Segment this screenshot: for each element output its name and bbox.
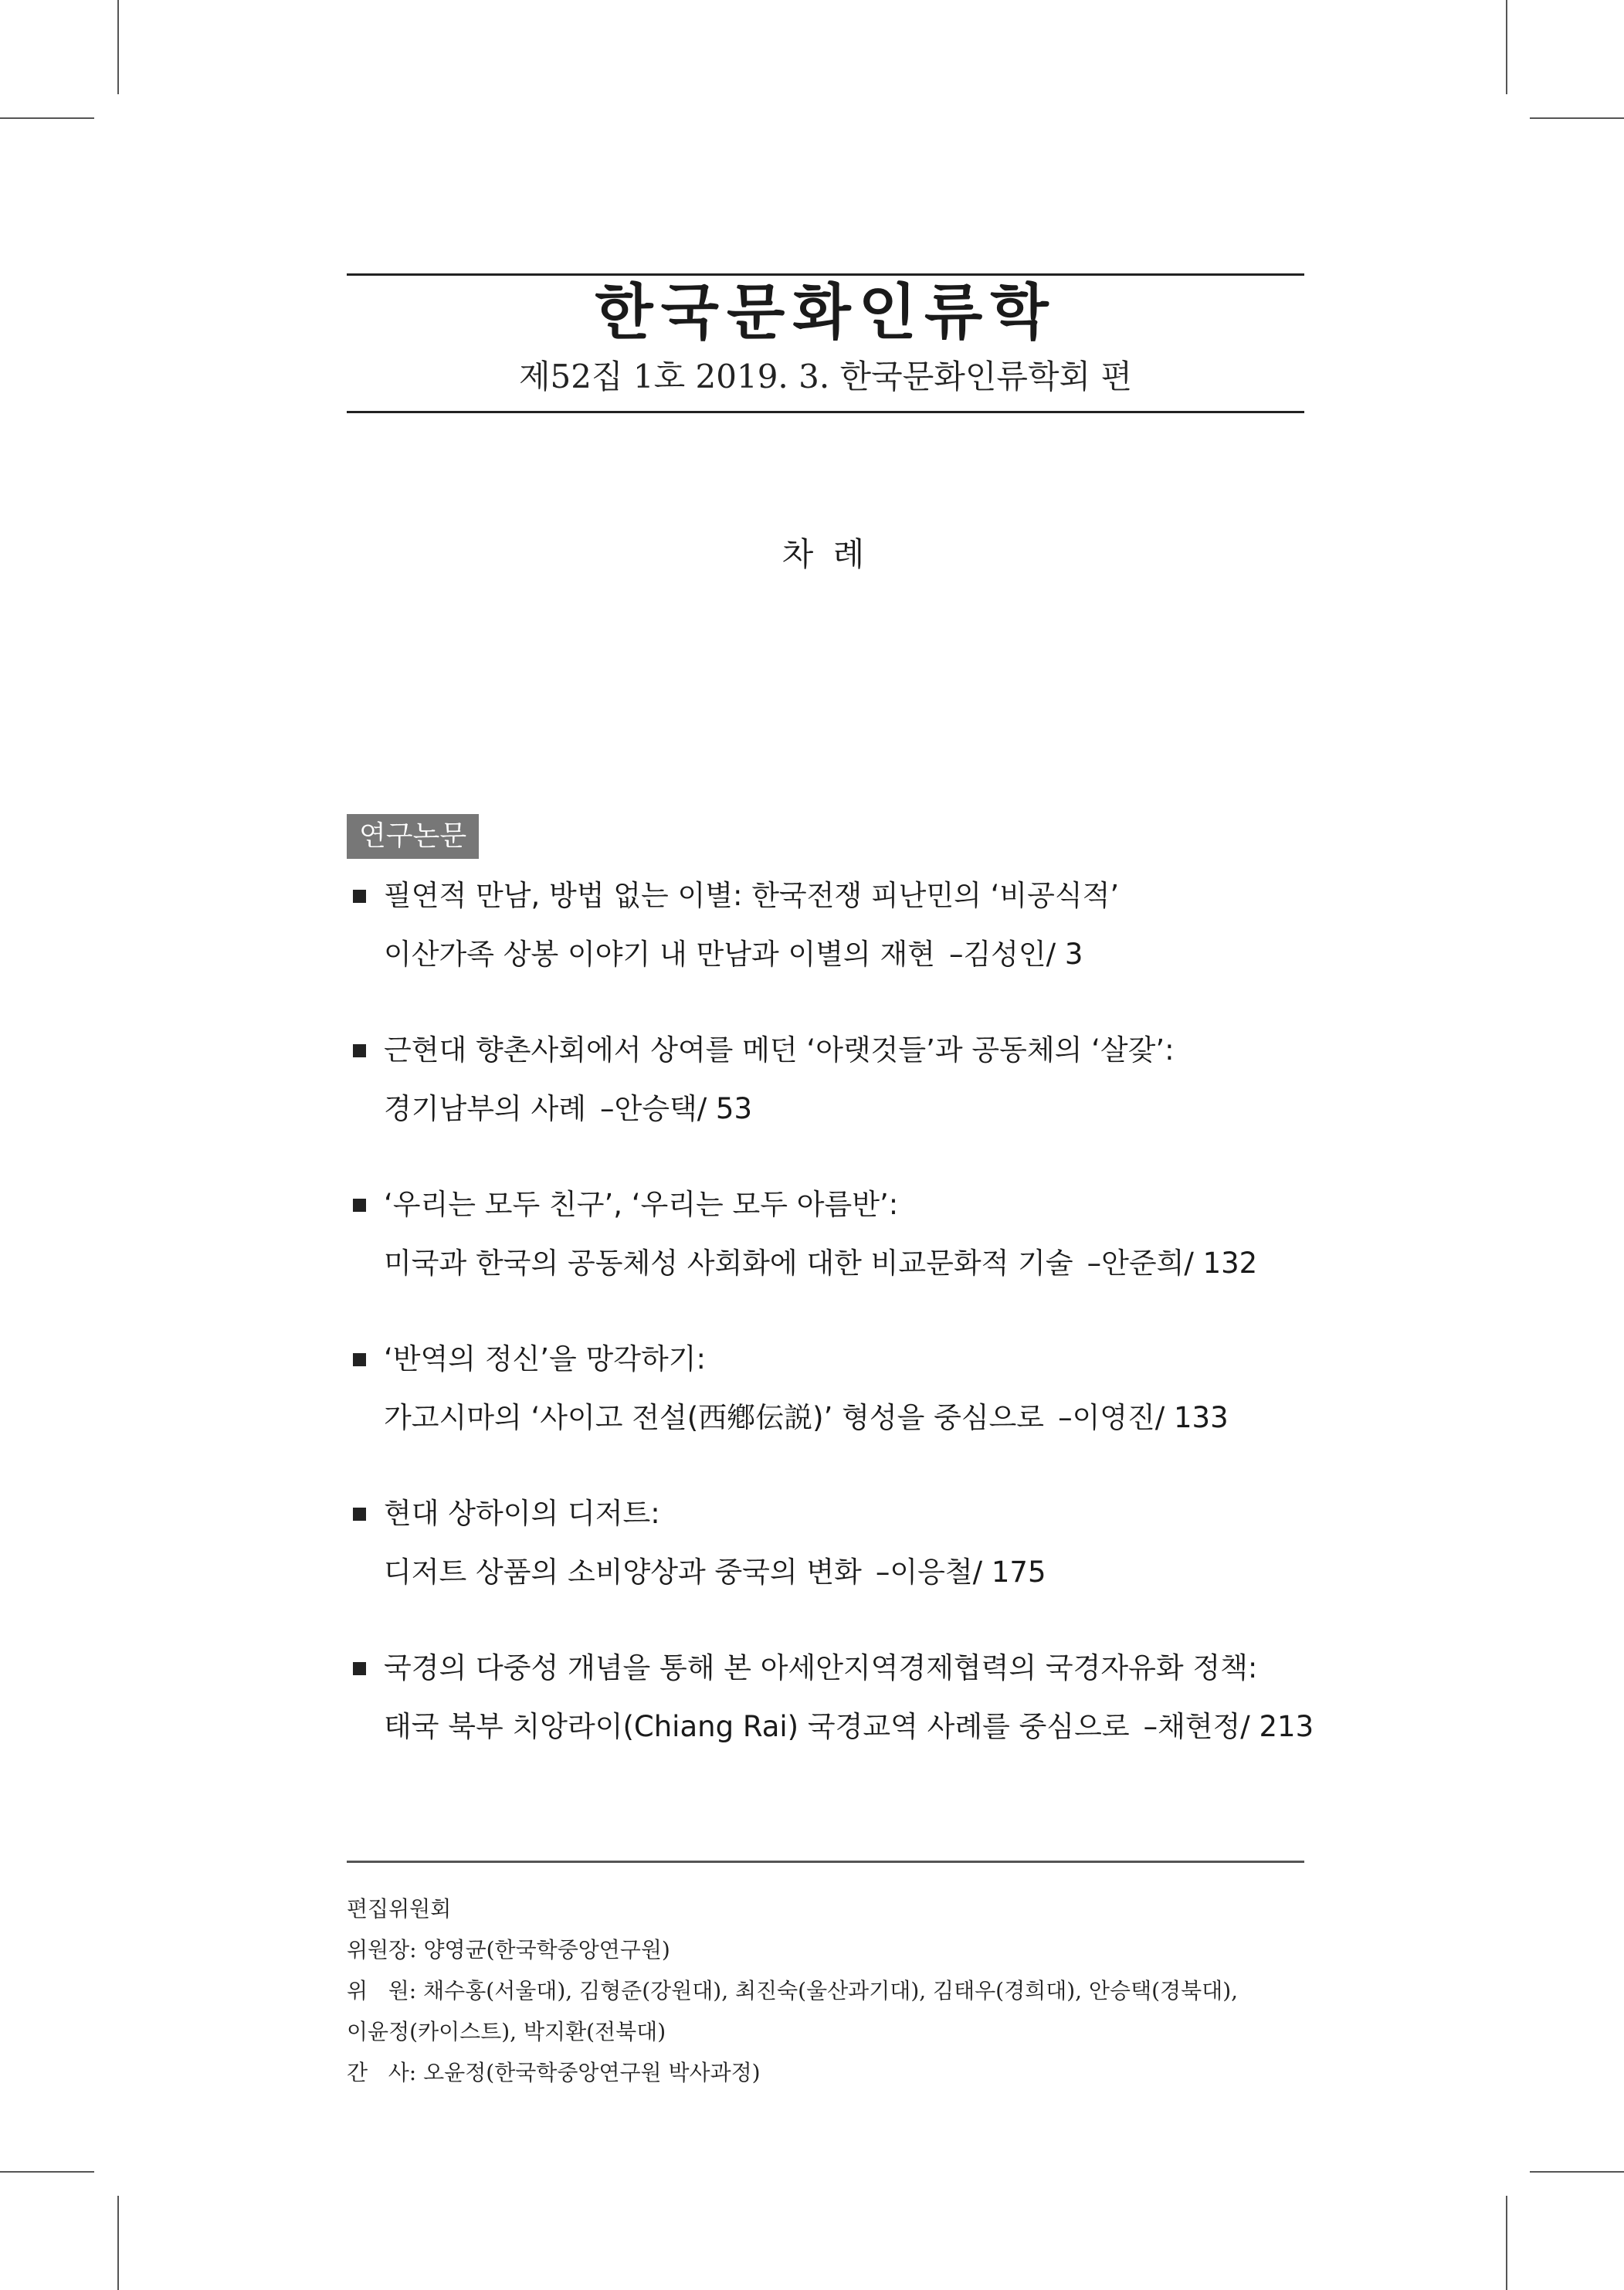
entry-subtitle: 미국과 한국의 공동체성 사회화에 대한 비교문화적 기술 <box>384 1247 1073 1280</box>
editorial-board <box>347 1888 1320 2093</box>
entry-subtitle-line <box>384 1243 1257 1284</box>
square-bullet-icon <box>353 1662 366 1675</box>
entry-subtitle: 태국 북부 치앙라이(Chiang Rai) 국경교역 사례를 중심으로 <box>384 1710 1130 1743</box>
journal-issue-info: 제52집 1호 2019. 3. 한국문화인류학회 편 <box>518 358 1133 395</box>
crop-mark <box>117 2196 119 2290</box>
toc-entry[interactable] <box>347 1641 1351 1796</box>
entry-subtitle-line <box>384 1397 1229 1439</box>
entry-subtitle-line <box>384 934 1083 975</box>
square-bullet-icon <box>353 1199 366 1212</box>
entry-subtitle-line <box>384 1552 1046 1593</box>
crop-mark <box>1506 0 1507 94</box>
toc-entry[interactable] <box>347 1487 1351 1641</box>
editorial-members: 위 원: 채수홍(서울대), 김형준(강원대), 최진숙(울산과기대), 김태우(경희대), 안승택(경북대), <box>347 1978 1239 2003</box>
entry-author-page: –안준희/ 132 <box>1087 1247 1258 1280</box>
entry-author-page: –이영진/ 133 <box>1058 1401 1229 1434</box>
header-bottom-rule <box>347 411 1304 413</box>
entry-subtitle: 디저트 상품의 소비양상과 중국의 변화 <box>384 1556 862 1589</box>
crop-mark <box>0 2171 94 2173</box>
toc-entry[interactable] <box>347 1023 1351 1178</box>
journal-title: 한국문화인류학 <box>595 277 1056 348</box>
section-label: 연구논문 <box>347 814 479 859</box>
entry-author-page: –채현정/ 213 <box>1143 1710 1314 1743</box>
square-bullet-icon <box>353 1508 366 1521</box>
entry-subtitle-line <box>384 1088 752 1130</box>
entry-title: 필연적 만남, 방법 없는 이별: 한국전쟁 피난민의 ‘비공식적’ <box>384 879 1120 912</box>
entry-subtitle-line <box>384 1706 1314 1748</box>
crop-mark <box>1530 117 1624 119</box>
square-bullet-icon <box>353 1044 366 1057</box>
entry-subtitle: 가고시마의 ‘사이고 전설(西鄕伝説)’ 형성을 중심으로 <box>384 1401 1045 1434</box>
entry-title: 국경의 다중성 개념을 통해 본 아세안지역경제협력의 국경자유화 정책: <box>384 1651 1258 1684</box>
square-bullet-icon <box>353 1353 366 1366</box>
editorial-rule <box>347 1861 1304 1863</box>
header-top-rule <box>347 273 1304 276</box>
toc-entry[interactable] <box>347 1178 1351 1332</box>
entry-author-page: –이응철/ 175 <box>875 1556 1046 1589</box>
entry-author-page: –김성인/ 3 <box>948 938 1083 971</box>
toc-entry[interactable] <box>347 869 1351 1023</box>
square-bullet-icon <box>353 890 366 903</box>
editorial-chair: 위원장: 양영균(한국학중앙연구원) <box>347 1937 670 1963</box>
entry-author-page: –안승택/ 53 <box>599 1092 753 1125</box>
toc-entry[interactable] <box>347 1332 1351 1487</box>
entry-title: ‘우리는 모두 친구’, ‘우리는 모두 아름반’: <box>384 1188 899 1221</box>
entry-subtitle: 이산가족 상봉 이야기 내 만남과 이별의 재현 <box>384 938 935 971</box>
table-of-contents <box>347 869 1351 1796</box>
crop-mark <box>1530 2171 1624 2173</box>
entry-title: 현대 상하이의 디저트: <box>384 1497 660 1530</box>
crop-mark <box>117 0 119 94</box>
entry-subtitle: 경기남부의 사례 <box>384 1092 586 1125</box>
editorial-secretary: 간 사: 오윤정(한국학중앙연구원 박사과정) <box>347 2060 761 2085</box>
entry-title: ‘반역의 정신’을 망각하기: <box>384 1342 706 1376</box>
editorial-members-cont: 이윤정(카이스트), 박지환(전북대) <box>347 2019 666 2044</box>
editorial-board-title: 편집위원회 <box>347 1896 452 1922</box>
toc-heading: 차 례 <box>781 535 870 573</box>
crop-mark <box>1506 2196 1507 2290</box>
crop-mark <box>0 117 94 119</box>
entry-title: 근현대 향촌사회에서 상여를 메던 ‘아랫것들’과 공동체의 ‘살갗’: <box>384 1033 1175 1067</box>
